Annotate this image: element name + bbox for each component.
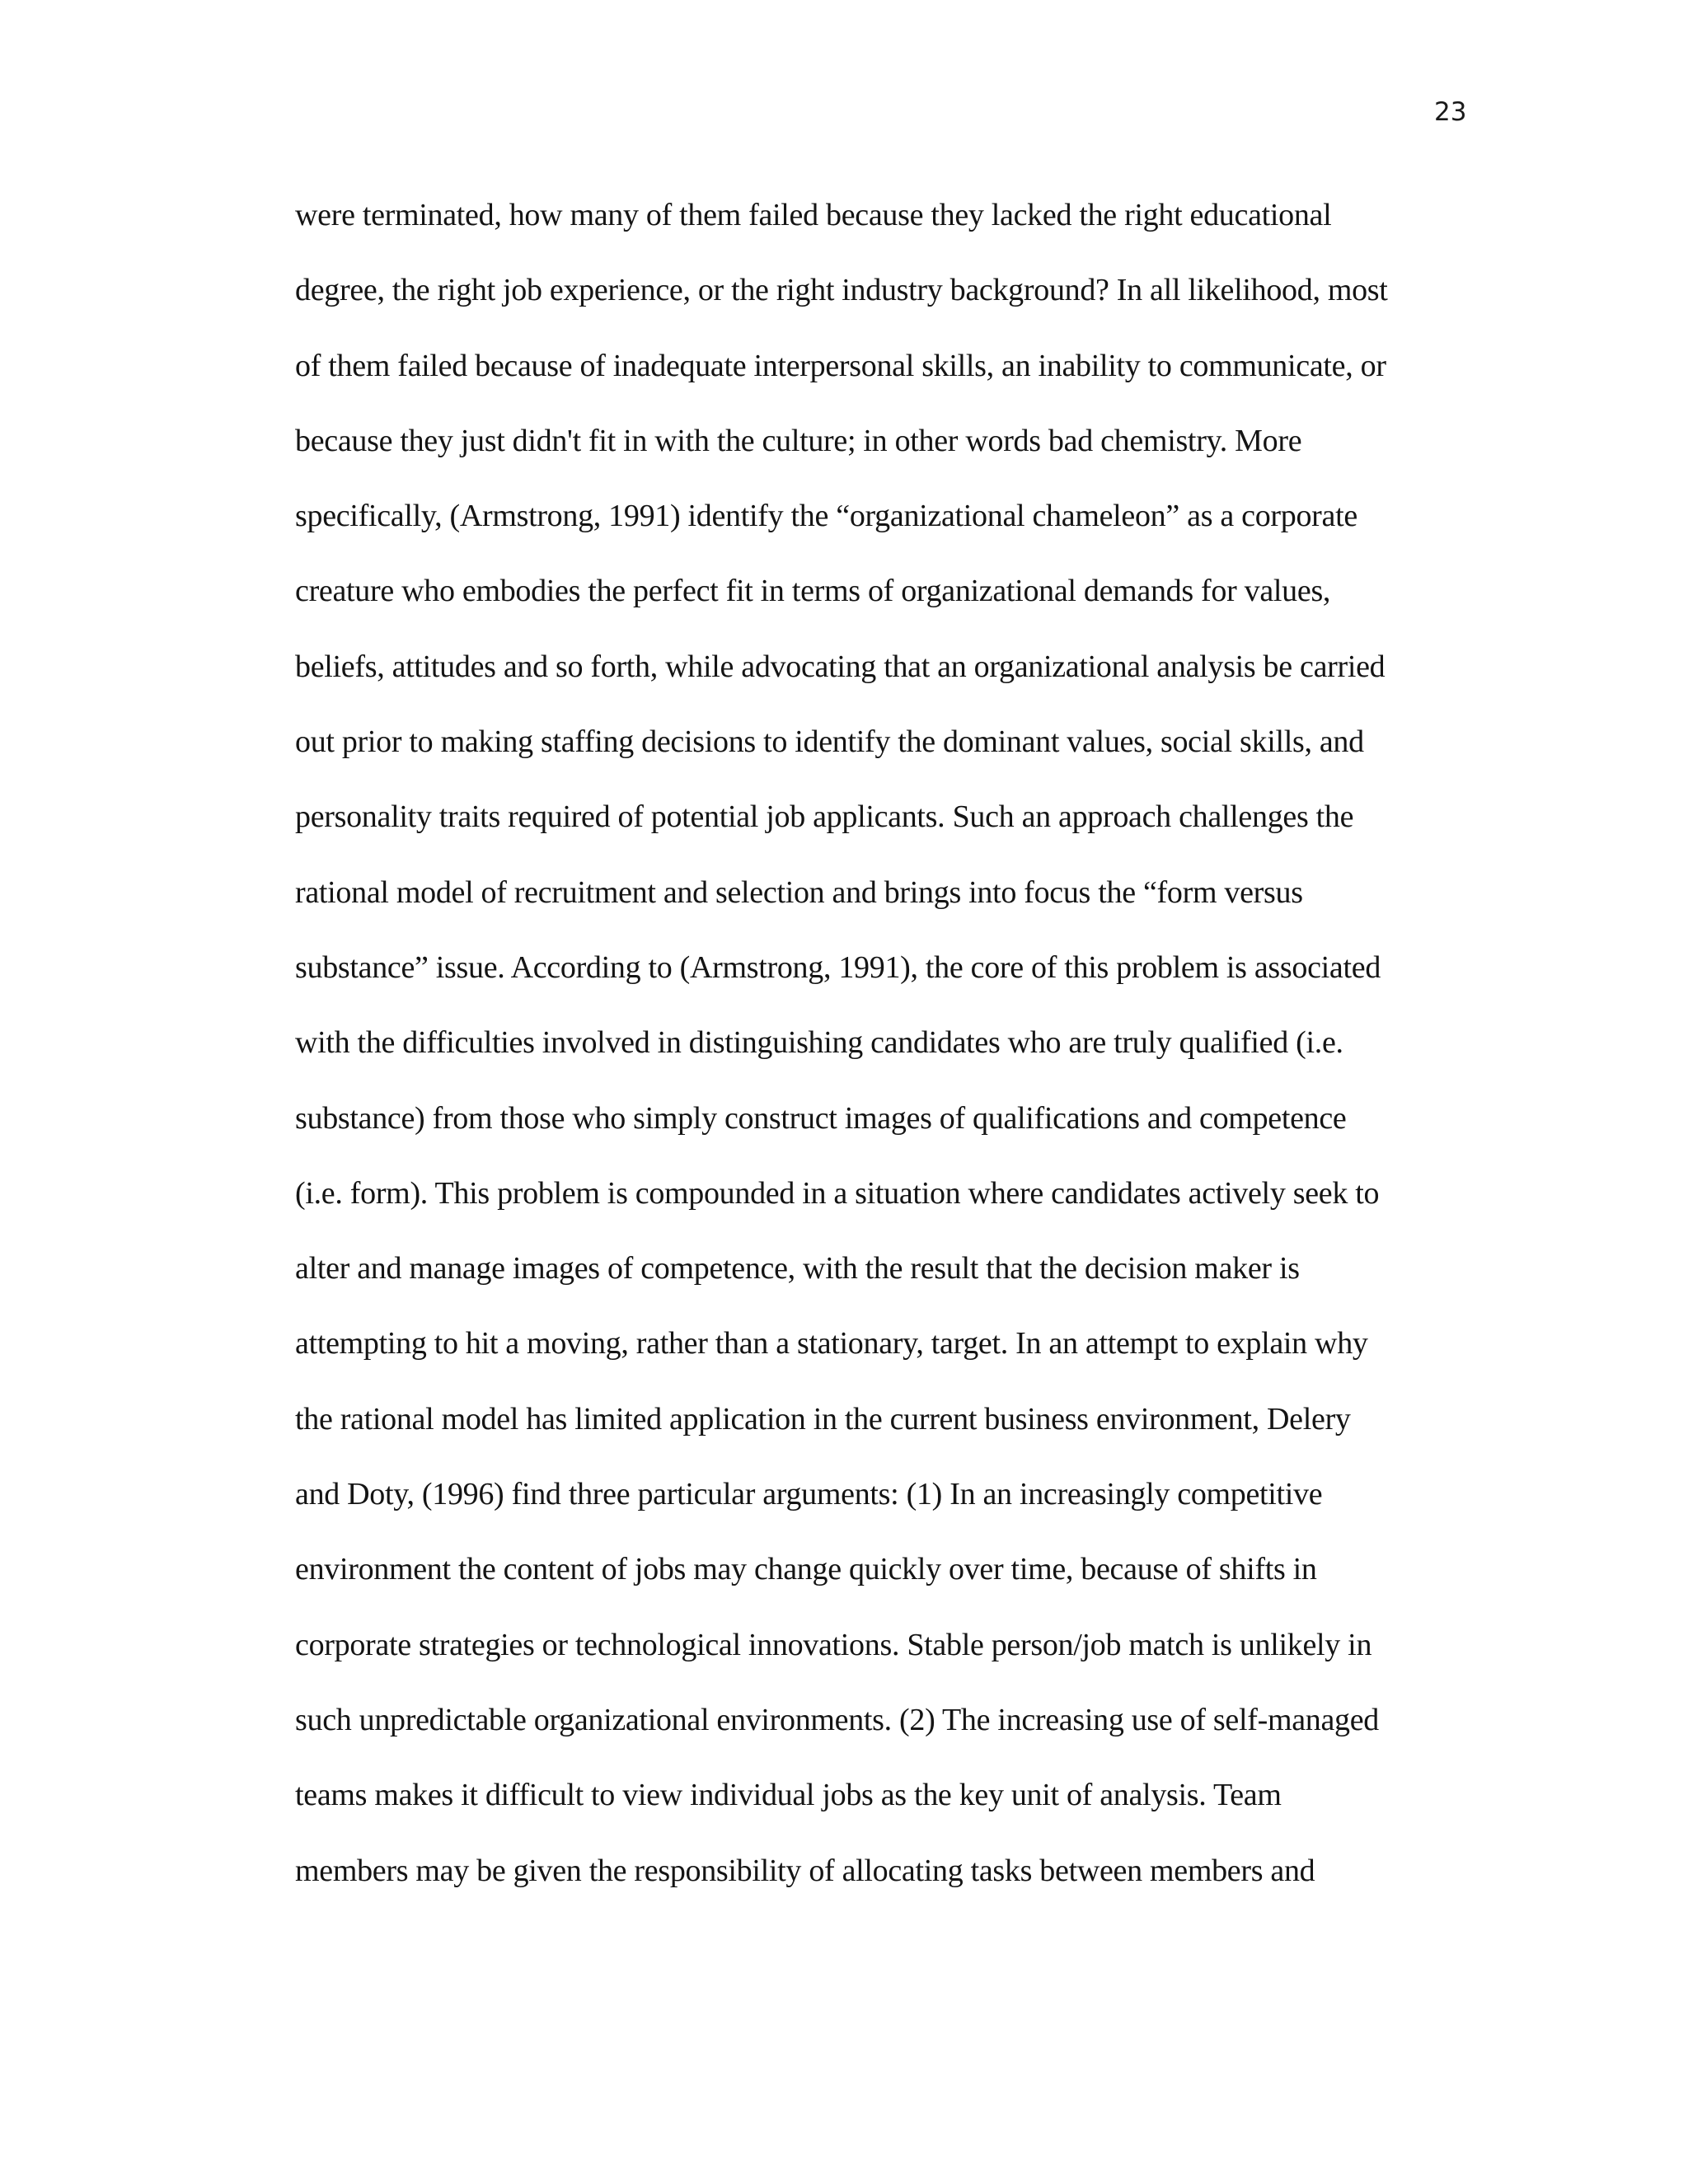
text-line: corporate strategies or technological innovations. Stable person/job match is unlikely in: [295, 1627, 1372, 1662]
text-line: with the difficulties involved in distinguishing candidates who are truly qualified (i.e.: [295, 1025, 1343, 1061]
text-line: the rational model has limited application in the current business environment, Delery: [295, 1401, 1351, 1436]
text-line: were terminated, how many of them failed because they lacked the right educational: [295, 198, 1332, 232]
text-line: out prior to making staffing decisions to identify the dominant values, social skills, and: [295, 724, 1364, 760]
text-line: personality traits required of potential job applicants. Such an approach challenges the: [295, 799, 1354, 835]
text-line: such unpredictable organizational environments. (2) The increasing use of self-managed: [295, 1702, 1379, 1737]
text-line: because they just didn't fit in with the culture; in other words bad chemistry. More: [295, 423, 1302, 458]
text-line: of them failed because of inadequate interpersonal skills, an inability to communicate, or: [295, 348, 1386, 383]
text-line: creature who embodies the perfect fit in terms of organizational demands for values,: [295, 574, 1331, 609]
text-line: teams makes it difficult to view individual jobs as the key unit of analysis. Team: [295, 1778, 1282, 1813]
text-line: environment the content of jobs may change quickly over time, because of shifts in: [295, 1552, 1317, 1587]
text-line: (i.e. form). This problem is compounded in a situation where candidates actively seek to: [295, 1175, 1380, 1211]
text-line: substance) from those who simply construct images of qualifications and competence: [295, 1100, 1347, 1136]
text-line: attempting to hit a moving, rather than a stationary, target. In an attempt to explain why: [295, 1326, 1368, 1361]
text-line: members may be given the responsibility of allocating tasks between members and: [295, 1853, 1315, 1888]
text-line: specifically, (Armstrong, 1991) identify the “organizational chameleon” as a corporate: [295, 499, 1357, 534]
text-line: and Doty, (1996) find three particular arguments: (1) In an increasingly competitive: [295, 1477, 1323, 1512]
text-line: substance” issue. According to (Armstrong, 1991), the core of this problem is associated: [295, 949, 1381, 985]
body-paragraph: [295, 196, 1465, 1927]
page-number: 23: [1434, 97, 1467, 127]
text-line: alter and manage images of competence, with the result that the decision maker is: [295, 1251, 1300, 1286]
text-line: rational model of recruitment and selection and brings into focus the “form versus: [295, 874, 1303, 910]
text-line: beliefs, attitudes and so forth, while advocating that an organizational analysis be carried: [295, 649, 1386, 684]
text-line: degree, the right job experience, or the right industry background? In all likelihood, most: [295, 273, 1388, 308]
